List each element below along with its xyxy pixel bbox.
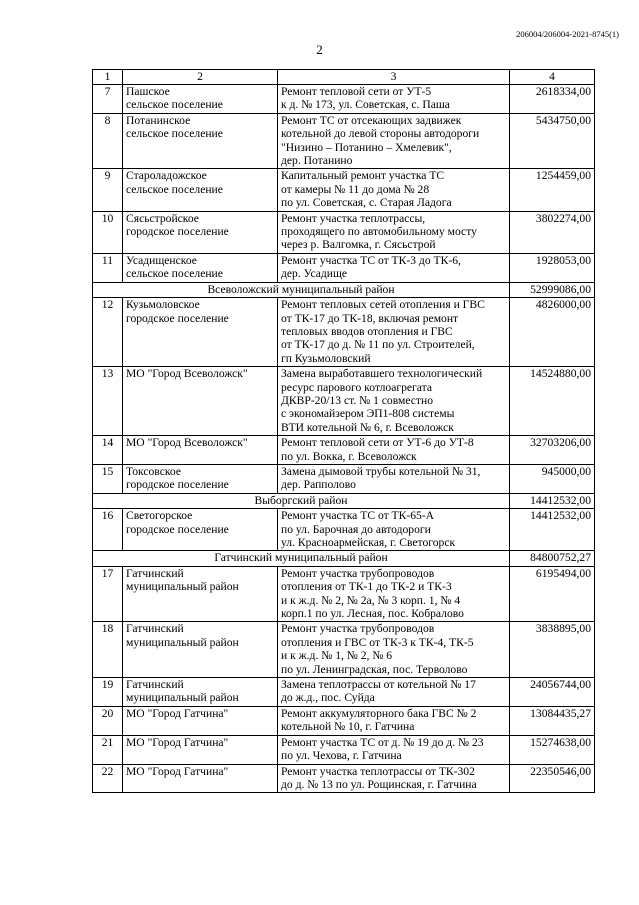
- amount-value: 14524880,00: [510, 367, 595, 436]
- amount-value: 13084435,27: [510, 706, 595, 735]
- works-table: [92, 69, 595, 793]
- work-description: Замена дымовой трубы котельной № 31, дер. Рапполово: [278, 464, 510, 493]
- row-number: 8: [93, 113, 123, 169]
- amount-value: 32703206,00: [510, 436, 595, 465]
- table-body: [93, 70, 595, 793]
- settlement-name: Гатчинский муниципальный район: [123, 622, 278, 678]
- header-col-1: 1: [93, 70, 123, 85]
- section-amount: 52999086,00: [510, 282, 595, 297]
- settlement-name: Светогорское городское поселение: [123, 509, 278, 551]
- work-description: Ремонт участка теплотрассы от ТК-302 до д. № 13 по ул. Рощинская, г. Гатчина: [278, 764, 510, 793]
- amount-value: 3802274,00: [510, 211, 595, 253]
- document-id: 206004/206004-2021-8745(1): [516, 29, 619, 39]
- row-number: 22: [93, 764, 123, 793]
- table-row: [93, 436, 595, 465]
- work-description: Ремонт ТС от отсекающих задвижек котельной до левой стороны автодороги "Низино – Потанино – Хмелевик", дер. Потанино: [278, 113, 510, 169]
- row-number: 15: [93, 464, 123, 493]
- page-number: 2: [316, 42, 323, 57]
- row-number: 13: [93, 367, 123, 436]
- work-description: Ремонт участка ТС от ТК-65-А по ул. Барочная до автодороги ул. Красноармейская, г. Светогорск: [278, 509, 510, 551]
- amount-value: 5434750,00: [510, 113, 595, 169]
- amount-value: 14412532,00: [510, 509, 595, 551]
- settlement-name: Сясьстройское городское поселение: [123, 211, 278, 253]
- row-number: 18: [93, 622, 123, 678]
- settlement-name: Кузьмоловское городское поселение: [123, 298, 278, 367]
- settlement-name: Усадищенское сельское поселение: [123, 253, 278, 282]
- section-row: [93, 551, 595, 566]
- section-row: [93, 282, 595, 297]
- table-row: [93, 622, 595, 678]
- table-row: [93, 678, 595, 707]
- row-number: 16: [93, 509, 123, 551]
- row-number: 9: [93, 169, 123, 211]
- table-row: [93, 764, 595, 793]
- row-number: 19: [93, 678, 123, 707]
- amount-value: 22350546,00: [510, 764, 595, 793]
- amount-value: 1928053,00: [510, 253, 595, 282]
- settlement-name: МО "Город Гатчина": [123, 735, 278, 764]
- settlement-name: Пашское сельское поселение: [123, 85, 278, 114]
- table-row: [93, 706, 595, 735]
- header-col-4: 4: [510, 70, 595, 85]
- section-title: Выборгский район: [93, 493, 510, 508]
- work-description: Ремонт аккумуляторного бака ГВС № 2 котельной № 10, г. Гатчина: [278, 706, 510, 735]
- table-row: [93, 367, 595, 436]
- work-description: Замена выработавшего технологический ресурс парового котлоагрегата ДКВР-20/13 ст. № 1 совместно с экономайзером ЭП1-808 системы ВТИ котельной № 6, г. Всеволожск: [278, 367, 510, 436]
- settlement-name: Гатчинский муниципальный район: [123, 566, 278, 622]
- work-description: Ремонт тепловых сетей отопления и ГВС от ТК-17 до ТК-18, включая ремонт тепловых вводов отопления и ГВС от ТК-17 до д. № 11 по ул. Строителей, гп Кузьмоловский: [278, 298, 510, 367]
- work-description: Ремонт участка теплотрассы, проходящего по автомобильному мосту через р. Валгомка, г. Сясьстрой: [278, 211, 510, 253]
- work-description: Ремонт участка трубопроводов отопления от ТК-1 до ТК-2 и ТК-3 и к ж.д. № 2, № 2а, № 3 корп. 1, № 4 корп.1 по ул. Лесная, пос. Кобралово: [278, 566, 510, 622]
- section-row: [93, 493, 595, 508]
- row-number: 21: [93, 735, 123, 764]
- amount-value: 4826000,00: [510, 298, 595, 367]
- amount-value: 3838895,00: [510, 622, 595, 678]
- header-col-2: 2: [123, 70, 278, 85]
- work-description: Ремонт тепловой сети от УТ-6 до УТ-8 по ул. Вокка, г. Всеволожск: [278, 436, 510, 465]
- row-number: 14: [93, 436, 123, 465]
- table-row: [93, 298, 595, 367]
- amount-value: 1254459,00: [510, 169, 595, 211]
- table-row: [93, 211, 595, 253]
- section-title: Всеволожский муниципальный район: [93, 282, 510, 297]
- settlement-name: МО "Город Всеволожск": [123, 367, 278, 436]
- settlement-name: МО "Город Всеволожск": [123, 436, 278, 465]
- amount-value: 6195494,00: [510, 566, 595, 622]
- table-header-row: [93, 70, 595, 85]
- row-number: 10: [93, 211, 123, 253]
- settlement-name: Потанинское сельское поселение: [123, 113, 278, 169]
- table-row: [93, 509, 595, 551]
- work-description: Ремонт участка трубопроводов отопления и ГВС от ТК-3 к ТК-4, ТК-5 и к ж.д. № 1, № 2, № 6 по ул. Ленинградская, пос. Терволово: [278, 622, 510, 678]
- amount-value: 24056744,00: [510, 678, 595, 707]
- table-row: [93, 735, 595, 764]
- section-amount: 84800752,27: [510, 551, 595, 566]
- row-number: 17: [93, 566, 123, 622]
- work-description: Замена теплотрассы от котельной № 17 до ж.д., пос. Суйда: [278, 678, 510, 707]
- section-amount: 14412532,00: [510, 493, 595, 508]
- work-description: Ремонт участка ТС от д. № 19 до д. № 23 по ул. Чехова, г. Гатчина: [278, 735, 510, 764]
- row-number: 20: [93, 706, 123, 735]
- settlement-name: МО "Город Гатчина": [123, 764, 278, 793]
- settlement-name: Гатчинский муниципальный район: [123, 678, 278, 707]
- row-number: 11: [93, 253, 123, 282]
- settlement-name: Токсовское городское поселение: [123, 464, 278, 493]
- table-row: [93, 464, 595, 493]
- table-row: [93, 85, 595, 114]
- work-description: Ремонт тепловой сети от УТ-5 к д. № 173, ул. Советская, с. Паша: [278, 85, 510, 114]
- row-number: 12: [93, 298, 123, 367]
- table-row: [93, 253, 595, 282]
- settlement-name: Староладожское сельское поселение: [123, 169, 278, 211]
- section-title: Гатчинский муниципальный район: [93, 551, 510, 566]
- amount-value: 2618334,00: [510, 85, 595, 114]
- amount-value: 15274638,00: [510, 735, 595, 764]
- table-row: [93, 113, 595, 169]
- row-number: 7: [93, 85, 123, 114]
- header-col-3: 3: [278, 70, 510, 85]
- amount-value: 945000,00: [510, 464, 595, 493]
- work-description: Капитальный ремонт участка ТС от камеры № 11 до дома № 28 по ул. Советская, с. Старая Ладога: [278, 169, 510, 211]
- table-row: [93, 169, 595, 211]
- work-description: Ремонт участка ТС от ТК-3 до ТК-6, дер. Усадище: [278, 253, 510, 282]
- table-row: [93, 566, 595, 622]
- settlement-name: МО "Город Гатчина": [123, 706, 278, 735]
